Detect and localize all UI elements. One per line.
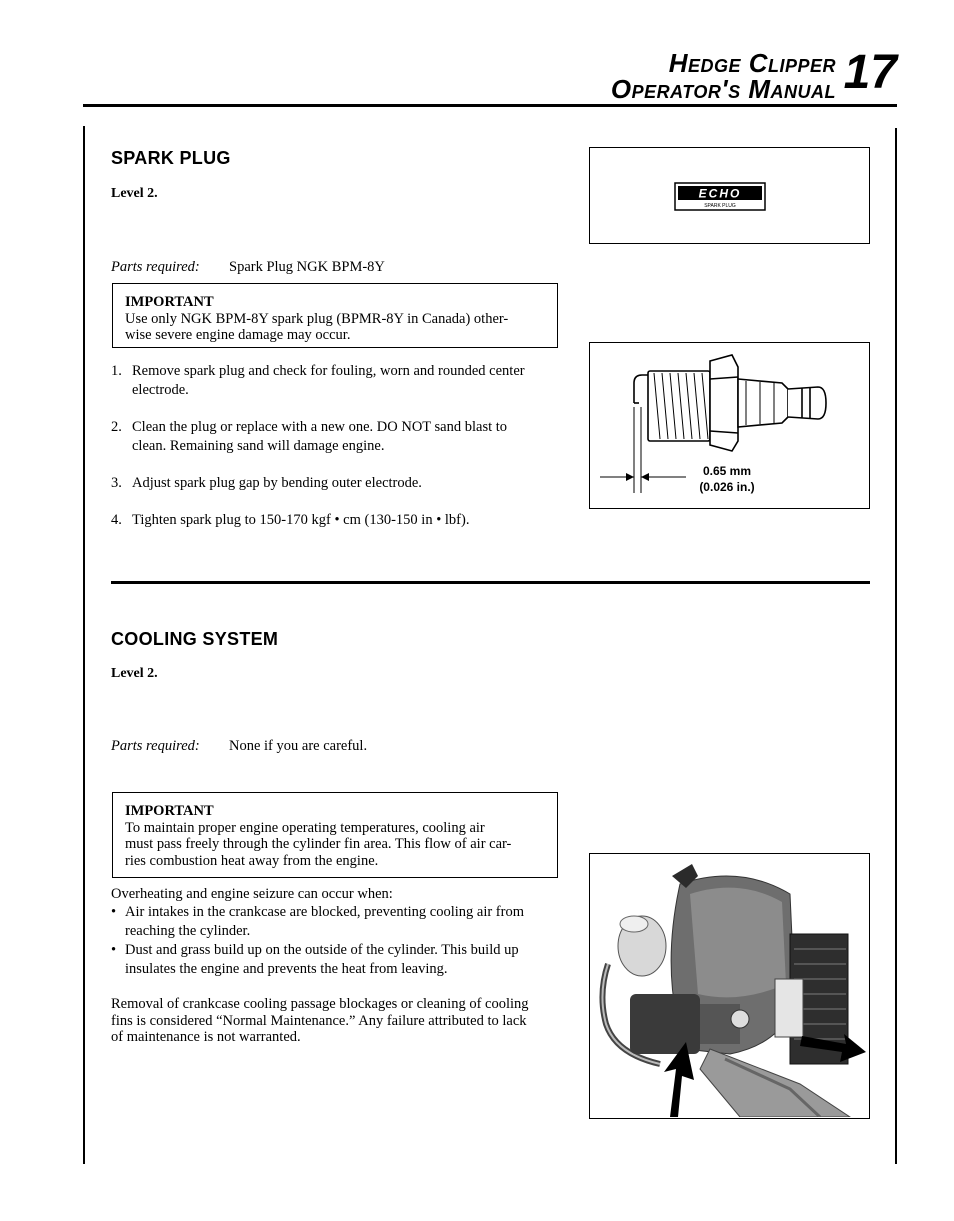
cooling-system-parts bbox=[111, 738, 367, 755]
engine-photo-illustration bbox=[590, 854, 868, 1117]
step-item bbox=[111, 362, 561, 400]
left-margin-rule bbox=[83, 126, 85, 1164]
paragraph-line: fins is considered “Normal Maintenance.” Any failure attributed to lack bbox=[111, 1012, 527, 1029]
list-item-text: Dust and grass build up on the outside of the cylinder. This build up bbox=[125, 942, 519, 958]
page-number: 17 bbox=[843, 46, 897, 99]
spark-plug-gap-figure bbox=[589, 342, 870, 509]
echo-logo-icon bbox=[590, 148, 868, 242]
list-item: • Air intakes in the crankcase are blocked, preventing cooling air from reaching the cylinder. bbox=[111, 903, 566, 941]
cooling-closing-paragraph bbox=[111, 996, 566, 1046]
step-number: 1. bbox=[111, 363, 122, 379]
cooling-causes-list bbox=[111, 903, 566, 979]
spark-plug-package-figure bbox=[589, 147, 870, 244]
paragraph-line: Removal of crankcase cooling passage blockages or cleaning of cooling bbox=[111, 996, 529, 1012]
cooling-system-heading: COOLING SYSTEM bbox=[111, 629, 279, 649]
step-item bbox=[111, 511, 561, 530]
engine-photo-figure bbox=[589, 853, 870, 1119]
gap-label-mm: 0.65 mm bbox=[702, 464, 752, 478]
parts-required-label: Parts required: bbox=[111, 259, 200, 275]
list-item: • Dust and grass build up on the outside of the cylinder. This build up insulates the engine and prevents the heat from leaving. bbox=[111, 941, 566, 979]
important-text-line: To maintain proper engine operating temperatures, cooling air bbox=[125, 819, 485, 836]
right-margin-rule bbox=[895, 128, 897, 1164]
step-number: 4. bbox=[111, 512, 122, 528]
important-text-line: Use only NGK BPM-8Y spark plug (BPMR-8Y in Canada) other- bbox=[125, 310, 509, 327]
step-text: Remove spark plug and check for fouling, worn and rounded center bbox=[132, 363, 525, 379]
parts-required-label: Parts required: bbox=[111, 738, 200, 754]
list-item-text: Air intakes in the crankcase are blocked, preventing cooling air from bbox=[125, 904, 524, 920]
step-number: 2. bbox=[111, 419, 122, 435]
gap-measurement-label bbox=[682, 463, 772, 495]
spark-plug-parts bbox=[111, 259, 385, 276]
parts-required-value: Spark Plug NGK BPM-8Y bbox=[229, 259, 385, 275]
step-text: electrode. bbox=[132, 382, 189, 398]
step-item bbox=[111, 418, 561, 456]
important-text-line: must pass freely through the cylinder fin area. This flow of air car- bbox=[125, 836, 512, 852]
list-item-text: insulates the engine and prevents the heat from leaving. bbox=[125, 961, 448, 977]
manual-title-line2: Operator's Manual bbox=[610, 74, 836, 104]
spark-plug-heading: SPARK PLUG bbox=[111, 148, 231, 168]
step-number: 3. bbox=[111, 475, 122, 491]
list-item-text: reaching the cylinder. bbox=[125, 923, 251, 939]
important-title: IMPORTANT bbox=[125, 294, 214, 310]
spark-plug-important-box bbox=[112, 283, 558, 348]
important-text-line: wise severe engine damage may occur. bbox=[125, 327, 351, 343]
cooling-intro: Overheating and engine seizure can occur when: bbox=[111, 886, 393, 902]
manual-title bbox=[611, 50, 836, 102]
spark-plug-steps bbox=[111, 362, 561, 548]
step-item bbox=[111, 474, 561, 493]
step-text: clean. Remaining sand will damage engine. bbox=[132, 438, 385, 454]
header-rule bbox=[83, 104, 897, 107]
spark-plug-level: Level 2. bbox=[111, 186, 158, 201]
step-text: Tighten spark plug to 150-170 kgf • cm (130-150 in • lbf). bbox=[132, 512, 470, 528]
step-text: Adjust spark plug gap by bending outer electrode. bbox=[132, 475, 422, 491]
manual-title-line1: Hedge Clipper bbox=[668, 48, 836, 78]
echo-logo-text: ECHO bbox=[698, 186, 742, 201]
parts-required-value: None if you are careful. bbox=[229, 738, 368, 754]
important-title: IMPORTANT bbox=[125, 803, 214, 819]
echo-logo-subtext: SPARK PLUG bbox=[704, 203, 736, 209]
step-text: Clean the plug or replace with a new one. DO NOT sand blast to bbox=[132, 419, 508, 435]
cooling-important-box bbox=[112, 792, 558, 878]
important-text-line: ries combustion heat away from the engine. bbox=[125, 852, 379, 869]
gap-label-in: (0.026 in.) bbox=[699, 480, 755, 494]
section-divider bbox=[111, 581, 870, 584]
paragraph-line: of maintenance is not warranted. bbox=[111, 1029, 301, 1045]
cooling-system-level: Level 2. bbox=[111, 666, 158, 681]
